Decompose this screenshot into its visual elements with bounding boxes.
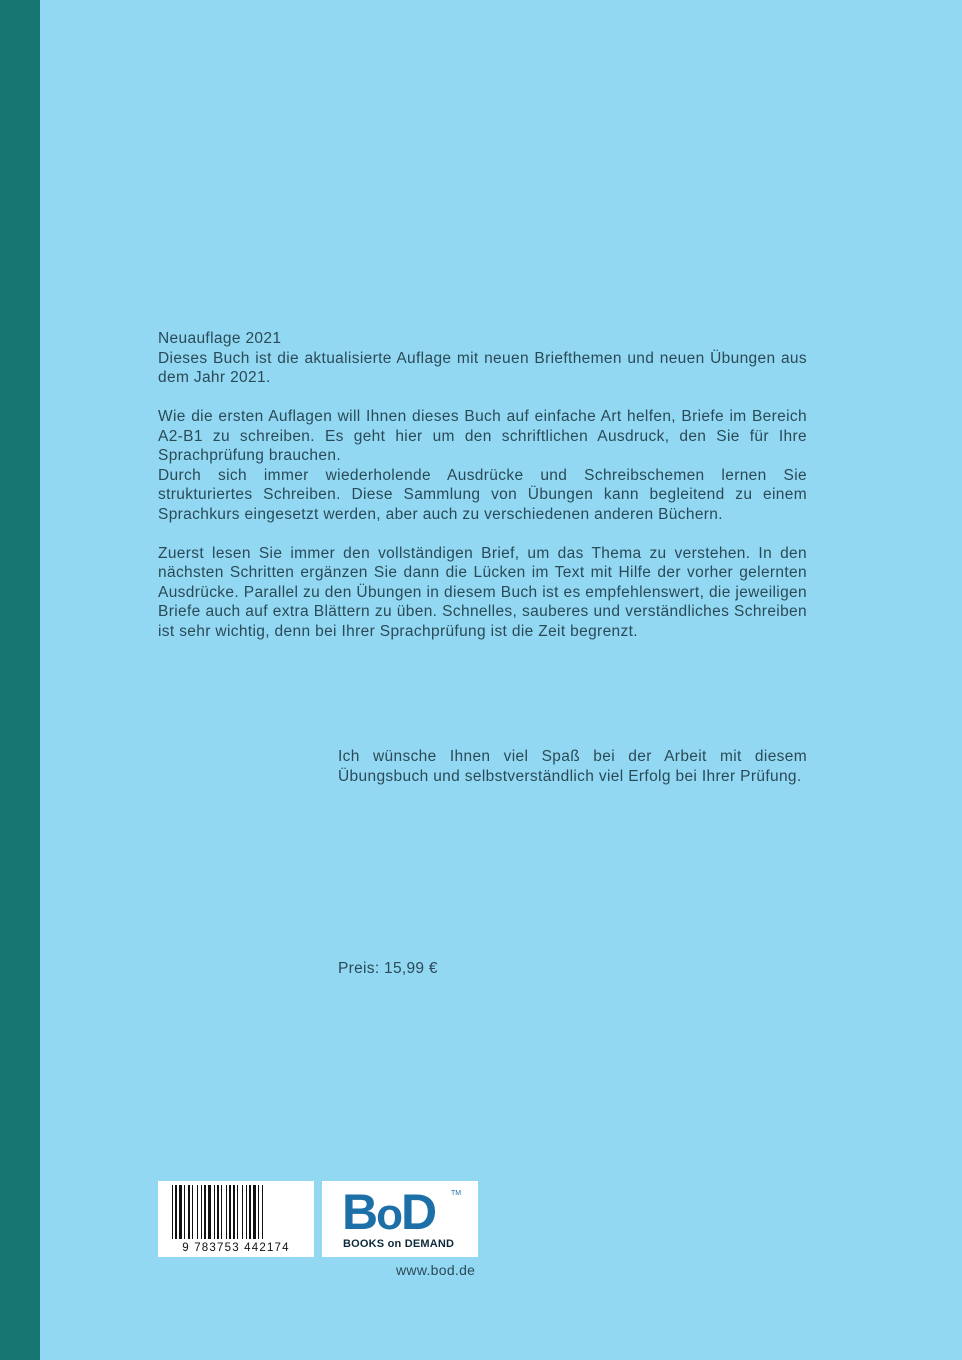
back-cover-text: [158, 329, 807, 641]
method-paragraph: Durch sich immer wiederholende Ausdrücke und Schreibschemen lernen Sie strukturiertes Schreiben. Diese Sammlung von Übungen kann begleitend zu einem Sprachkurs eingesetzt werden, aber auch zu verschiedenen anderen Büchern.: [158, 466, 807, 523]
trademark-sign: TM: [451, 1190, 462, 1197]
publisher-logo: [322, 1181, 478, 1257]
barcode-bars: [158, 1181, 314, 1243]
closing-wish: Ich wünsche Ihnen viel Spaß bei der Arbeit mit diesem Übungsbuch und selbstverständlich viel Erfolg bei Ihrer Prüfung.: [338, 748, 807, 785]
publisher-tagline: BOOKS on DEMAND: [343, 1238, 455, 1250]
bod-wordmark: BoD: [342, 1184, 436, 1240]
publisher-url[interactable]: www.bod.de: [396, 1262, 476, 1278]
isbn-number: 9 783753 442174: [182, 1242, 290, 1254]
usage-paragraph: Zuerst lesen Sie immer den vollständigen Brief, um das Thema zu verstehen. In den nächsten Schritten ergänzen Sie dann die Lücken im Text mit Hilfe der vorher gelernten Ausdrücke. Parallel zu den Übungen in diesem Buch ist es empfehlenswert, die jeweiligen Briefe auch auf extra Blättern zu üben. Schnelles, sauberes und verständliches Schreiben ist sehr wichtig, denn bei Ihrer Sprachprüfung ist die Zeit begrenzt.: [158, 544, 807, 640]
barcode: [158, 1181, 314, 1257]
book-spine: [0, 0, 40, 1360]
intro-paragraph: Wie die ersten Auflagen will Ihnen dieses Buch auf einfache Art helfen, Briefe im Bereich A2-B1 zu schreiben. Es geht hier um den schriftlichen Ausdruck, den Sie für Ihre Sprachprüfung brauchen.: [158, 408, 807, 464]
edition-heading: Neuauflage 2021: [158, 330, 282, 347]
price-label: Preis: 15,99 €: [338, 960, 438, 977]
edition-note: Dieses Buch ist die aktualisierte Auflage mit neuen Briefthemen und neuen Übungen aus dem Jahr 2021.: [158, 349, 807, 386]
